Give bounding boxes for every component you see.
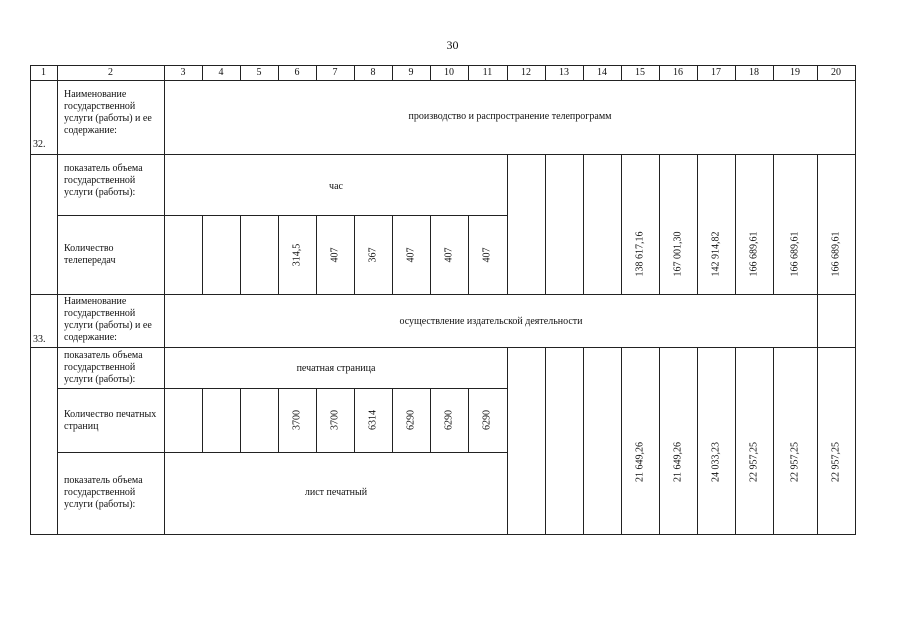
count-value: 6290 (481, 410, 493, 430)
cost-value: 24 033,23 (710, 442, 722, 482)
count-value: 3700 (291, 410, 303, 430)
column-header: 6 (294, 67, 300, 78)
cost-value: 138 617,16 (634, 231, 646, 277)
cost-value: 21 649,26 (672, 442, 684, 482)
column-header: 16 (673, 67, 683, 78)
unit-of-measure: лист печатный (304, 487, 368, 498)
cost-value: 167 001,30 (672, 231, 684, 277)
count-value: 407 (481, 247, 493, 263)
column-header: 18 (749, 67, 759, 78)
cost-value: 22 957,25 (789, 442, 801, 482)
column-header: 9 (408, 67, 414, 78)
column-header: 12 (521, 67, 531, 78)
volume-indicator-label: показатель объема государственной услуги (работы): (64, 163, 143, 198)
column-header: 11 (482, 67, 493, 78)
cost-value: 22 957,25 (830, 442, 842, 482)
cost-value: 166 689,61 (748, 231, 760, 277)
column-header: 3 (180, 67, 186, 78)
count-label: Количество телепередач (64, 243, 116, 266)
column-header: 14 (597, 67, 607, 78)
unit-of-measure: час (329, 181, 343, 192)
unit-of-measure: печатная страница (296, 363, 376, 374)
count-value: 6290 (443, 410, 455, 430)
service-name-value: производство и распространение телепрограмм (408, 111, 612, 122)
row-number: 33. (33, 334, 46, 345)
count-value: 3700 (329, 410, 341, 430)
count-value: 407 (405, 247, 417, 263)
column-header: 2 (108, 67, 113, 78)
count-label: Количество печатных страниц (64, 409, 157, 432)
cost-value: 21 649,26 (634, 442, 646, 482)
column-header: 8 (370, 67, 376, 78)
cost-value: 166 689,61 (830, 231, 842, 277)
column-header: 5 (256, 67, 262, 78)
count-value: 407 (329, 247, 341, 263)
cost-value: 166 689,61 (789, 231, 801, 277)
column-header: 20 (831, 67, 841, 78)
service-name-label: Наименование государственной услуги (работы) и ее содержание: (64, 89, 152, 136)
column-header: 19 (790, 67, 800, 78)
service-name-label: Наименование государственной услуги (работы) и ее содержание: (64, 296, 152, 343)
page-number: 30 (446, 38, 459, 52)
count-value: 367 (367, 247, 379, 263)
cost-value: 142 914,82 (710, 231, 722, 277)
count-value: 314,5 (291, 243, 303, 267)
cost-value: 22 957,25 (748, 442, 760, 482)
column-header: 4 (218, 67, 224, 78)
count-value: 6290 (405, 410, 417, 430)
column-header: 13 (559, 67, 569, 78)
column-header: 10 (444, 67, 454, 78)
column-header: 1 (41, 67, 46, 78)
service-name-value: осуществление издательской деятельности (399, 316, 583, 327)
count-value: 407 (443, 247, 455, 263)
column-header: 15 (635, 67, 645, 78)
row-number: 32. (33, 139, 46, 150)
count-value: 6314 (367, 410, 379, 430)
volume-indicator-label: показатель объема государственной услуги (работы): (64, 350, 143, 385)
volume-indicator-label: показатель объема государственной услуги (работы): (64, 475, 143, 510)
column-header: 17 (711, 67, 721, 78)
column-header: 7 (332, 67, 338, 78)
